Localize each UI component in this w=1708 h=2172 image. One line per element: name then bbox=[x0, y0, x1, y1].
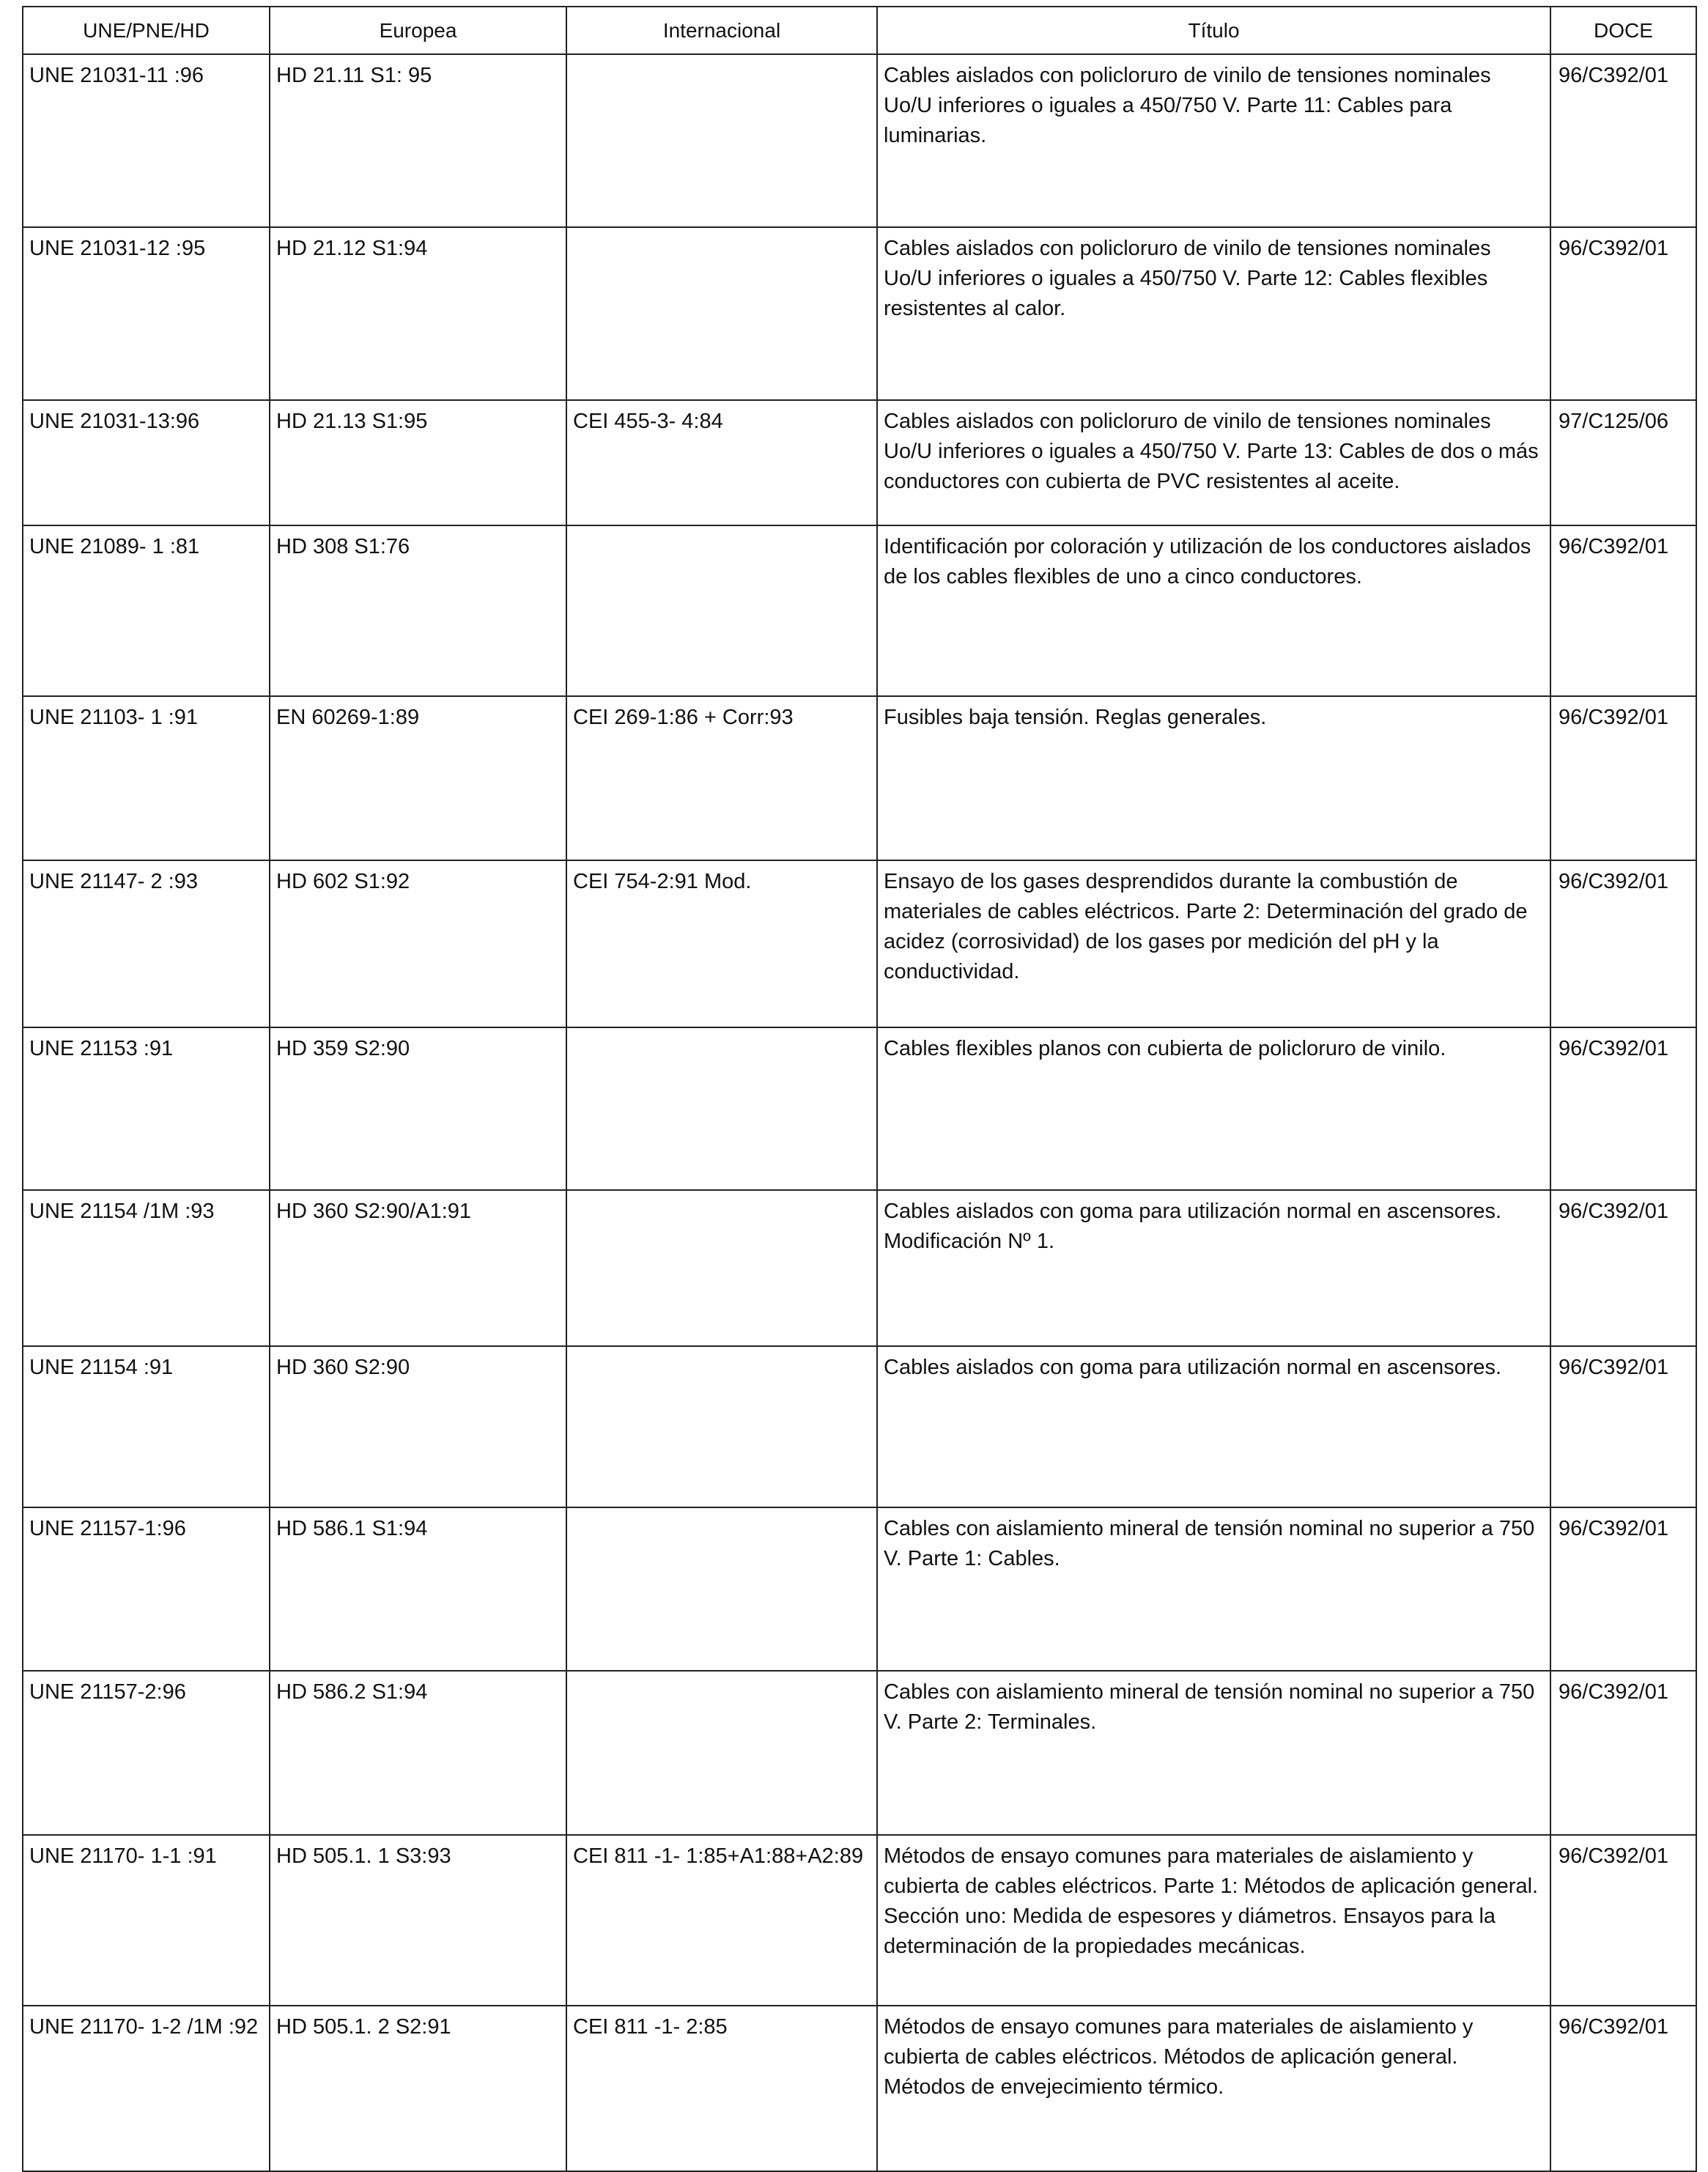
table-body bbox=[23, 54, 1696, 2171]
internacional-cell: CEI 754-2:91 Mod. bbox=[566, 860, 877, 1027]
titulo-cell: Métodos de ensayo comunes para materiales de aislamiento y cubierta de cables eléctricos. Métodos de aplicación general. Métodos de envejecimiento térmico. bbox=[877, 2006, 1550, 2171]
titulo-cell: Ensayo de los gases desprendidos durante la combustión de materiales de cables eléctricos. Parte 2: Determinación del grado de acidez (corrosividad) de los gases por medición del pH y la conductividad. bbox=[877, 860, 1550, 1027]
europea-cell: HD 505.1. 1 S3:93 bbox=[270, 1835, 566, 2006]
internacional-cell: CEI 455-3- 4:84 bbox=[566, 400, 877, 525]
internacional-cell bbox=[566, 1346, 877, 1507]
titulo-cell: Cables aislados con goma para utilización normal en ascensores. bbox=[877, 1346, 1550, 1507]
table-row bbox=[23, 400, 1696, 525]
titulo-cell: Cables con aislamiento mineral de tensión nominal no superior a 750 V. Parte 1: Cables. bbox=[877, 1507, 1550, 1671]
europea-cell: HD 308 S1:76 bbox=[270, 525, 566, 696]
table-row bbox=[23, 1835, 1696, 2006]
table-row bbox=[23, 696, 1696, 860]
europea-cell: HD 586.1 S1:94 bbox=[270, 1507, 566, 1671]
une-cell: UNE 21031-11 :96 bbox=[23, 54, 270, 227]
europea-cell: HD 21.13 S1:95 bbox=[270, 400, 566, 525]
titulo-cell: Cables aislados con policloruro de vinilo de tensiones nominales Uo/U inferiores o iguales a 450/750 V. Parte 12: Cables flexibles resistentes al calor. bbox=[877, 227, 1550, 400]
europea-cell: HD 360 S2:90/A1:91 bbox=[270, 1190, 566, 1346]
europea-cell: EN 60269-1:89 bbox=[270, 696, 566, 860]
internacional-cell bbox=[566, 525, 877, 696]
internacional-cell bbox=[566, 1190, 877, 1346]
europea-cell: HD 359 S2:90 bbox=[270, 1027, 566, 1190]
table-row bbox=[23, 525, 1696, 696]
une-cell: UNE 21154 :91 bbox=[23, 1346, 270, 1507]
europea-cell: HD 602 S1:92 bbox=[270, 860, 566, 1027]
une-cell: UNE 21089- 1 :81 bbox=[23, 525, 270, 696]
doce-cell: 96/C392/01 bbox=[1550, 227, 1696, 400]
doce-cell: 96/C392/01 bbox=[1550, 525, 1696, 696]
standards-sheet bbox=[22, 6, 1696, 2172]
internacional-cell: CEI 269-1:86 + Corr:93 bbox=[566, 696, 877, 860]
titulo-cell: Cables aislados con goma para utilización normal en ascensores. Modificación Nº 1. bbox=[877, 1190, 1550, 1346]
column-header-doce: DOCE bbox=[1550, 7, 1696, 54]
column-header-europea: Europea bbox=[270, 7, 566, 54]
doce-cell: 96/C392/01 bbox=[1550, 1507, 1696, 1671]
une-cell: UNE 21157-1:96 bbox=[23, 1507, 270, 1671]
titulo-cell: Métodos de ensayo comunes para materiales de aislamiento y cubierta de cables eléctricos. Parte 1: Métodos de aplicación general. Sección uno: Medida de espesores y diámetros. Ensayos para la determinación de la propiedades mecánicas. bbox=[877, 1835, 1550, 2006]
doce-cell: 96/C392/01 bbox=[1550, 1671, 1696, 1835]
doce-cell: 96/C392/01 bbox=[1550, 696, 1696, 860]
une-cell: UNE 21170- 1-2 /1M :92 bbox=[23, 2006, 270, 2171]
doce-cell: 96/C392/01 bbox=[1550, 1346, 1696, 1507]
doce-cell: 96/C392/01 bbox=[1550, 860, 1696, 1027]
doce-cell: 97/C125/06 bbox=[1550, 400, 1696, 525]
table-row bbox=[23, 1507, 1696, 1671]
doce-cell: 96/C392/01 bbox=[1550, 2006, 1696, 2171]
table-row bbox=[23, 1671, 1696, 1835]
doce-cell: 96/C392/01 bbox=[1550, 1190, 1696, 1346]
europea-cell: HD 360 S2:90 bbox=[270, 1346, 566, 1507]
une-cell: UNE 21103- 1 :91 bbox=[23, 696, 270, 860]
une-cell: UNE 21157-2:96 bbox=[23, 1671, 270, 1835]
internacional-cell bbox=[566, 54, 877, 227]
europea-cell: HD 21.11 S1: 95 bbox=[270, 54, 566, 227]
titulo-cell: Identificación por coloración y utilización de los conductores aislados de los cables flexibles de uno a cinco conductores. bbox=[877, 525, 1550, 696]
table-row bbox=[23, 2006, 1696, 2171]
table-row bbox=[23, 860, 1696, 1027]
titulo-cell: Cables aislados con policloruro de vinilo de tensiones nominales Uo/U inferiores o iguales a 450/750 V. Parte 13: Cables de dos o más conductores con cubierta de PVC resistentes al aceite. bbox=[877, 400, 1550, 525]
internacional-cell bbox=[566, 227, 877, 400]
titulo-cell: Fusibles baja tensión. Reglas generales. bbox=[877, 696, 1550, 860]
column-header-une: UNE/PNE/HD bbox=[23, 7, 270, 54]
table-row bbox=[23, 1027, 1696, 1190]
table-row bbox=[23, 54, 1696, 227]
europea-cell: HD 586.2 S1:94 bbox=[270, 1671, 566, 1835]
table-row bbox=[23, 227, 1696, 400]
internacional-cell bbox=[566, 1027, 877, 1190]
doce-cell: 96/C392/01 bbox=[1550, 1027, 1696, 1190]
table-row bbox=[23, 1190, 1696, 1346]
header-row bbox=[23, 7, 1696, 54]
titulo-cell: Cables aislados con policloruro de vinilo de tensiones nominales Uo/U inferiores o iguales a 450/750 V. Parte 11: Cables para luminarias. bbox=[877, 54, 1550, 227]
standards-table bbox=[22, 6, 1697, 2172]
europea-cell: HD 21.12 S1:94 bbox=[270, 227, 566, 400]
une-cell: UNE 21170- 1-1 :91 bbox=[23, 1835, 270, 2006]
doce-cell: 96/C392/01 bbox=[1550, 54, 1696, 227]
titulo-cell: Cables flexibles planos con cubierta de policloruro de vinilo. bbox=[877, 1027, 1550, 1190]
table-row bbox=[23, 1346, 1696, 1507]
doce-cell: 96/C392/01 bbox=[1550, 1835, 1696, 2006]
europea-cell: HD 505.1. 2 S2:91 bbox=[270, 2006, 566, 2171]
column-header-titulo: Título bbox=[877, 7, 1550, 54]
titulo-cell: Cables con aislamiento mineral de tensión nominal no superior a 750 V. Parte 2: Terminales. bbox=[877, 1671, 1550, 1835]
une-cell: UNE 21154 /1M :93 bbox=[23, 1190, 270, 1346]
internacional-cell bbox=[566, 1671, 877, 1835]
une-cell: UNE 21153 :91 bbox=[23, 1027, 270, 1190]
une-cell: UNE 21031-13:96 bbox=[23, 400, 270, 525]
une-cell: UNE 21147- 2 :93 bbox=[23, 860, 270, 1027]
internacional-cell bbox=[566, 1507, 877, 1671]
internacional-cell: CEI 811 -1- 2:85 bbox=[566, 2006, 877, 2171]
internacional-cell: CEI 811 -1- 1:85+A1:88+A2:89 bbox=[566, 1835, 877, 2006]
une-cell: UNE 21031-12 :95 bbox=[23, 227, 270, 400]
column-header-internacional: Internacional bbox=[566, 7, 877, 54]
